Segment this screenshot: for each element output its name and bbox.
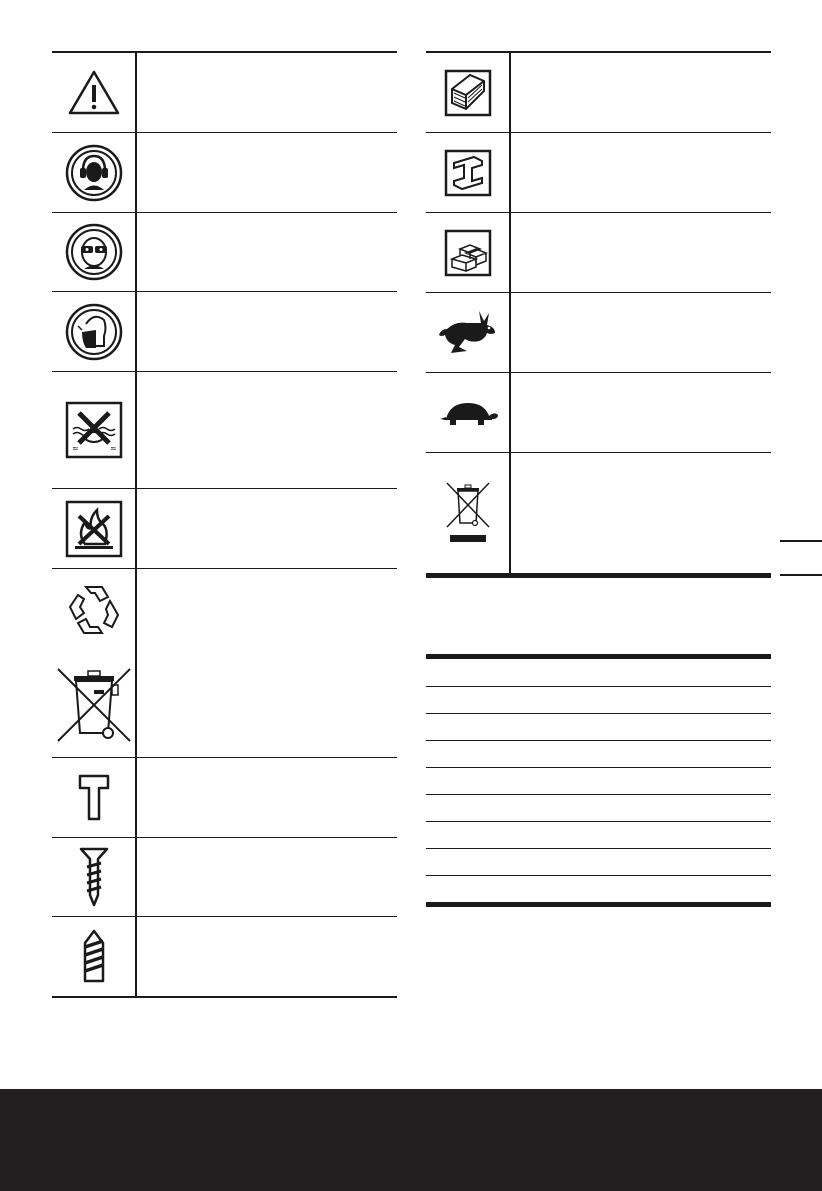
table-row [426,821,771,848]
table-row [426,713,771,740]
svg-text:≈: ≈ [71,444,79,453]
icon-cell [52,838,137,916]
symbol-row [52,132,397,212]
high-speed-rabbit-icon [437,309,499,357]
side-tab-bottom-rule [780,574,822,576]
battery-disposal-icon [443,481,493,545]
hammer-mode-icon [77,773,111,823]
icon-cell [52,372,137,488]
ear-protection-icon [64,143,124,203]
symbol-row [52,916,397,996]
symbol-description [137,292,397,371]
symbol-row [426,212,771,292]
table-row [426,794,771,821]
symbol-description [511,373,771,452]
table-row [426,659,771,686]
table-row [426,767,771,794]
symbol-description [137,213,397,291]
spec-table [426,654,771,907]
symbol-description [137,133,397,212]
symbol-row [426,132,771,212]
icon-cell [52,569,137,757]
eye-protection-icon [64,222,124,282]
icon-cell [426,293,511,372]
icon-cell [426,133,511,212]
symbol-table-right [426,51,771,578]
warning-triangle-icon [67,68,121,118]
symbol-row [52,212,397,291]
side-tab-top-rule [780,540,822,542]
table-row [426,686,771,713]
icon-cell [52,133,137,212]
no-fire-icon [65,500,123,558]
symbol-row [52,488,397,568]
symbol-description [511,213,771,292]
symbol-row [426,292,771,372]
footer-bar [0,1089,822,1191]
icon-cell [52,53,137,132]
dust-mask-icon [64,302,124,362]
symbol-description [137,758,397,837]
symbol-description [511,133,771,212]
icon-cell [52,213,137,291]
symbol-description [137,838,397,916]
symbol-row [52,291,397,371]
symbol-table-left [52,51,397,998]
icon-cell [426,453,511,573]
symbol-description [511,453,771,573]
wood-icon [444,69,492,117]
symbol-row [52,837,397,916]
recycle-icon [66,583,122,637]
table-row [426,875,771,902]
icon-cell [426,53,511,132]
screwdriving-icon [79,845,109,909]
symbol-row [426,53,771,132]
symbol-row [52,757,397,837]
symbol-description [511,53,771,132]
masonry-icon [444,229,492,277]
symbol-row [52,371,397,488]
svg-text:≈: ≈ [109,444,117,453]
icon-cell [52,917,137,996]
symbol-description [137,917,397,996]
table-row [426,740,771,767]
icon-cell [52,758,137,837]
symbol-row [52,568,397,757]
icon-cell [52,292,137,371]
metal-icon [444,149,492,197]
symbol-row [426,452,771,573]
symbol-row [426,372,771,452]
symbol-description [511,293,771,372]
table-row [426,848,771,875]
symbol-description [137,53,397,132]
no-water-icon [65,401,123,459]
drill-bit-icon [81,929,107,985]
symbol-row [52,53,397,132]
icon-cell [52,489,137,568]
symbol-description [137,372,397,488]
crossed-out-bin-icon [54,663,134,743]
low-speed-turtle-icon [436,397,500,429]
symbol-description [137,569,397,757]
icon-cell [426,373,511,452]
icon-cell [426,213,511,292]
symbol-description [137,489,397,568]
